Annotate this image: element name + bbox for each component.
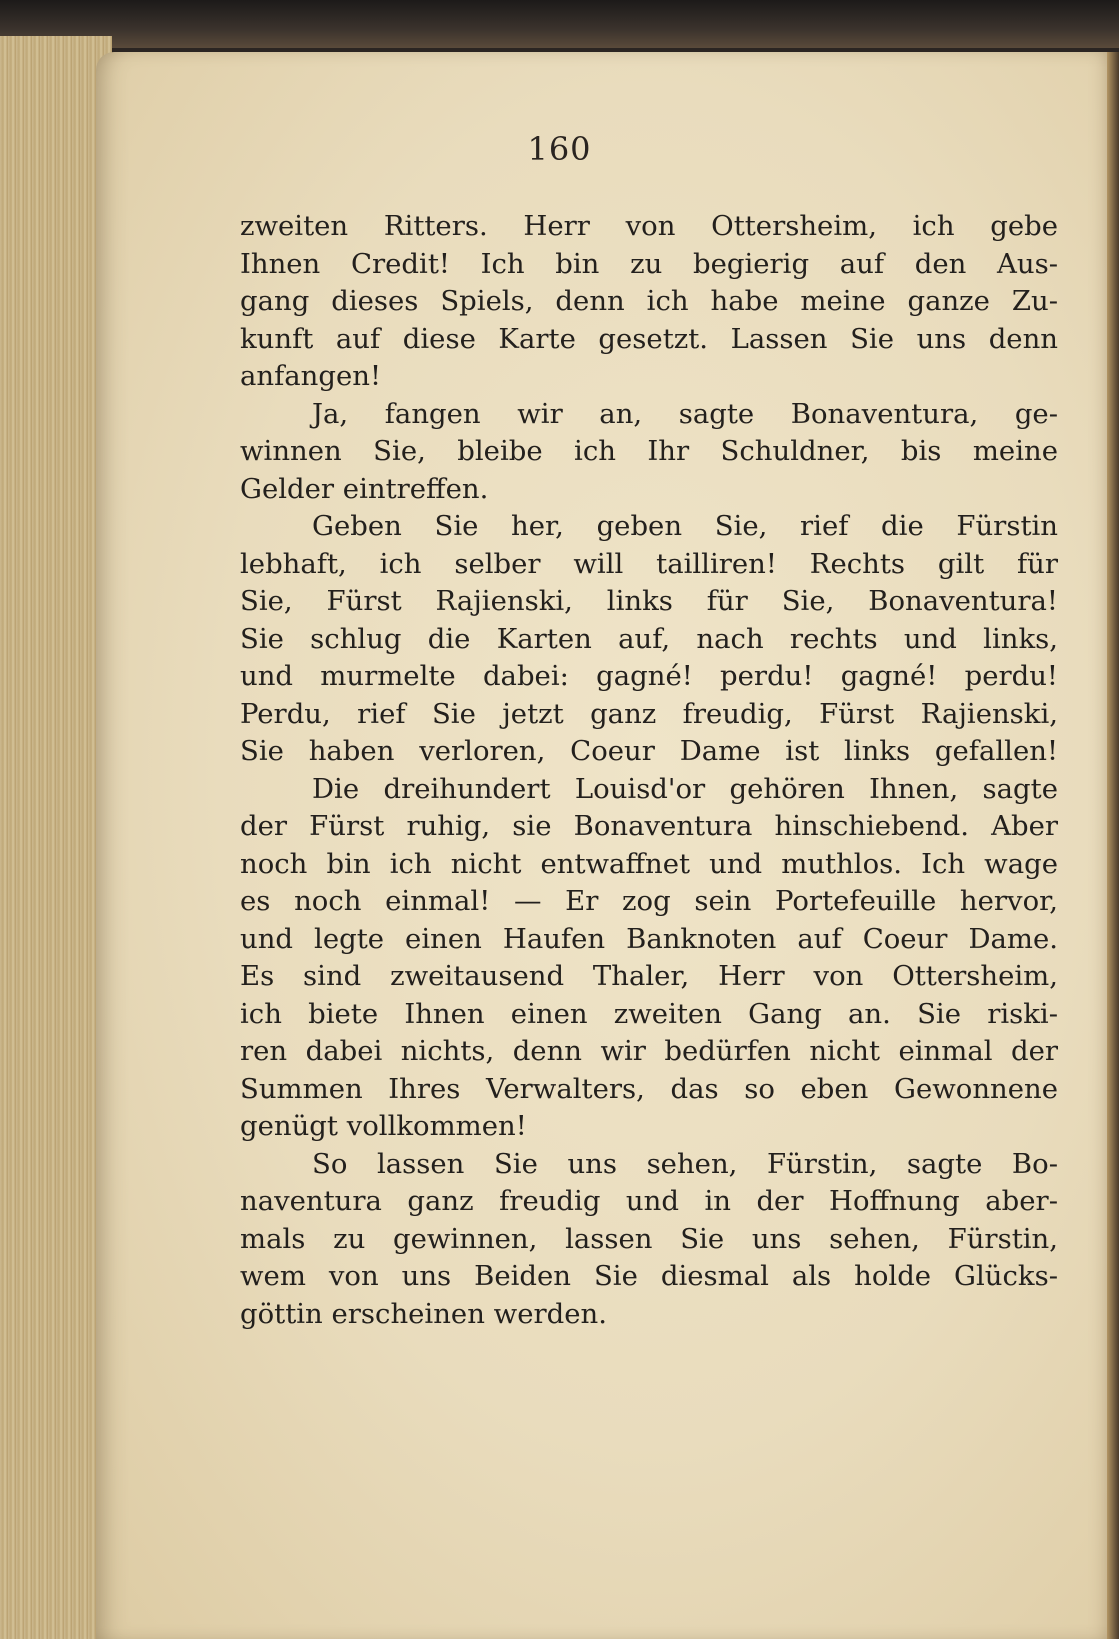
text-line: anfangen!: [240, 360, 382, 392]
text-line: zweiten Ritters. Herr von Ottersheim, ich gebe: [240, 210, 1058, 242]
text-line: gang dieses Spiels, denn ich habe meine ganze Zu-: [240, 285, 1058, 317]
text-line: ren dabei nichts, denn wir bedürfen nicht einmal der: [240, 1035, 1058, 1067]
text-line: naventura ganz freudig und in der Hoffnung aber-: [240, 1185, 1058, 1217]
text-line: und murmelte dabei: gagné! perdu! gagné! perdu!: [240, 660, 1058, 692]
text-line: Sie schlug die Karten auf, nach rechts und links,: [240, 622, 1058, 655]
text-line: kunft auf diese Karte gesetzt. Lassen Sie uns denn: [240, 322, 1058, 355]
text-line: So lassen Sie uns sehen, Fürstin, sagte Bo-: [312, 1147, 1058, 1180]
text-line: winnen Sie, bleibe ich Ihr Schuldner, bis meine: [240, 435, 1058, 467]
text-line: Es sind zweitausend Thaler, Herr von Ottersheim,: [240, 960, 1058, 992]
book-top-edge: [0, 0, 1119, 48]
text-line: noch bin ich nicht entwaffnet und muthlos. Ich wage: [240, 847, 1058, 880]
text-line: mals zu gewinnen, lassen Sie uns sehen, Fürstin,: [240, 1222, 1058, 1255]
page-right-edge: [1107, 52, 1119, 1639]
text-line: Sie haben verloren, Coeur Dame ist links gefallen!: [240, 735, 1058, 767]
text-line: und legte einen Haufen Banknoten auf Coeur Dame.: [240, 922, 1058, 955]
text-line: göttin erscheinen werden.: [240, 1297, 607, 1330]
text-line: wem von uns Beiden Sie diesmal als holde Glücks-: [240, 1260, 1058, 1292]
text-line: lebhaft, ich selber will tailliren! Rechts gilt für: [240, 547, 1058, 580]
text-line: Die dreihundert Louisd'or gehören Ihnen, sagte: [312, 772, 1058, 805]
body-text: [240, 208, 1058, 1333]
text-line: Ja, fangen wir an, sagte Bonaventura, ge-: [312, 397, 1058, 430]
text-line: ich biete Ihnen einen zweiten Gang an. Sie riski-: [240, 997, 1058, 1030]
text-line: Sie, Fürst Rajienski, links für Sie, Bonaventura!: [240, 585, 1058, 617]
text-line: genügt vollkommen!: [240, 1110, 527, 1142]
page-number: 160: [527, 130, 592, 168]
text-line: Gelder eintreffen.: [240, 472, 489, 505]
text-line: es noch einmal! — Er zog sein Portefeuille hervor,: [240, 885, 1058, 917]
text-line: Geben Sie her, geben Sie, rief die Fürstin: [312, 510, 1058, 542]
text-line: Perdu, rief Sie jetzt ganz freudig, Fürst Rajienski,: [240, 697, 1058, 730]
text-line: Summen Ihres Verwalters, das so eben Gewonnene: [240, 1072, 1058, 1105]
text-line: der Fürst ruhig, sie Bonaventura hinschiebend. Aber: [240, 810, 1058, 842]
text-line: Ihnen Credit! Ich bin zu begierig auf den Aus-: [240, 247, 1058, 280]
